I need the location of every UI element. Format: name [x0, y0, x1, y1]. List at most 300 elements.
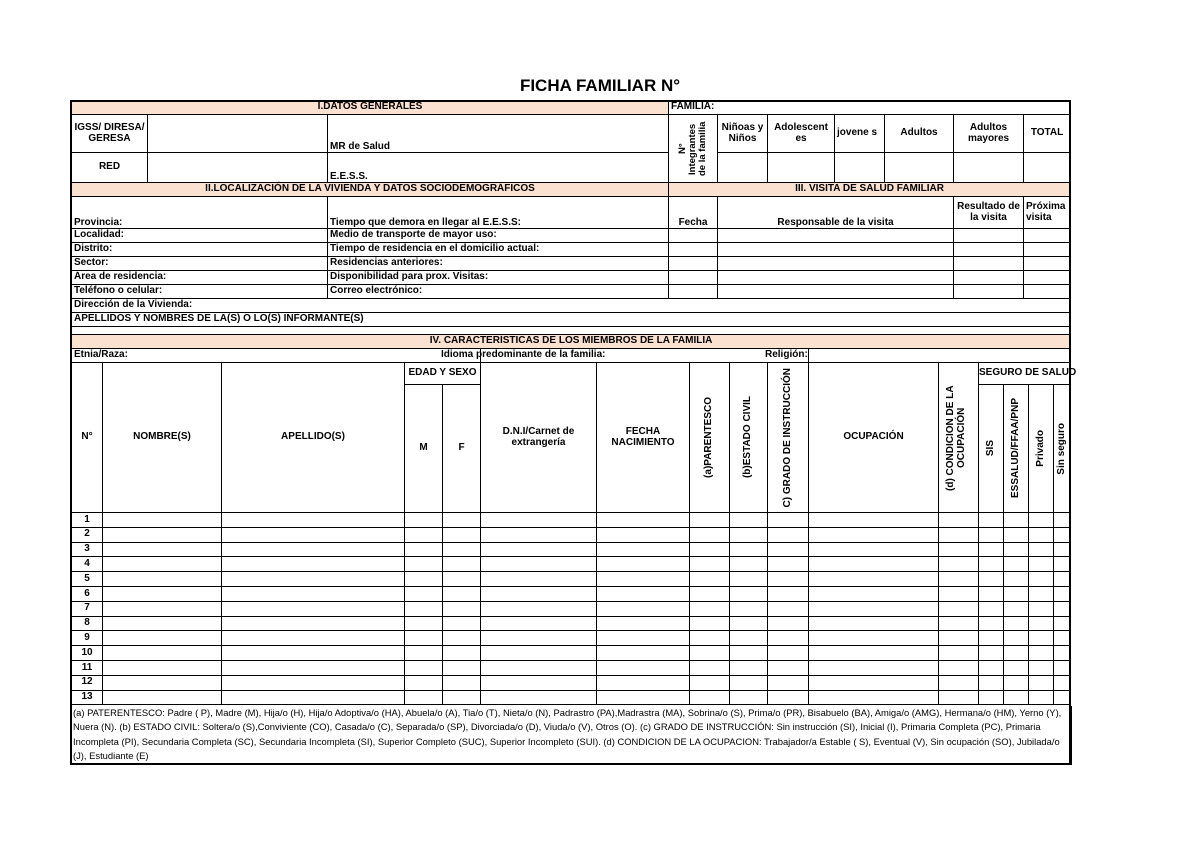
- member-cell[interactable]: [690, 527, 730, 542]
- member-cell[interactable]: [1029, 646, 1054, 661]
- member-cell[interactable]: [730, 616, 768, 631]
- member-cell[interactable]: [979, 542, 1004, 557]
- member-cell[interactable]: [597, 557, 690, 572]
- visit-cell[interactable]: [718, 243, 954, 257]
- member-cell[interactable]: [768, 660, 809, 675]
- member-cell[interactable]: [103, 660, 222, 675]
- member-cell[interactable]: [690, 601, 730, 616]
- member-cell[interactable]: [1004, 675, 1029, 690]
- localidad-label: Localidad:: [72, 229, 328, 243]
- jovenes-count[interactable]: [835, 153, 885, 183]
- member-cell[interactable]: [222, 557, 405, 572]
- member-cell[interactable]: [1029, 690, 1054, 705]
- member-cell[interactable]: [222, 631, 405, 646]
- member-cell[interactable]: [730, 527, 768, 542]
- member-cell[interactable]: [939, 660, 979, 675]
- member-cell[interactable]: [405, 616, 443, 631]
- visit-cell[interactable]: [954, 257, 1024, 271]
- member-cell[interactable]: [222, 660, 405, 675]
- member-cell[interactable]: [481, 513, 597, 528]
- member-cell[interactable]: [481, 542, 597, 557]
- direccion-label: Dirección de la Vivienda:: [72, 299, 1071, 313]
- member-cell[interactable]: [1004, 572, 1029, 587]
- table-row: [72, 690, 1071, 705]
- member-cell[interactable]: [979, 675, 1004, 690]
- member-cell[interactable]: [809, 601, 939, 616]
- visit-cell[interactable]: [1024, 271, 1071, 285]
- member-cell[interactable]: [443, 675, 481, 690]
- member-cell[interactable]: [979, 616, 1004, 631]
- member-cell[interactable]: [405, 586, 443, 601]
- member-cell[interactable]: [690, 557, 730, 572]
- telefono-label: Teléfono o celular:: [72, 285, 328, 299]
- member-cell[interactable]: [1029, 527, 1054, 542]
- col-sin-seguro: [1054, 385, 1071, 513]
- member-cell[interactable]: [405, 690, 443, 705]
- member-cell[interactable]: [939, 690, 979, 705]
- member-cell[interactable]: [1029, 513, 1054, 528]
- member-cell[interactable]: [690, 660, 730, 675]
- member-cell[interactable]: [1054, 616, 1071, 631]
- member-cell[interactable]: [103, 527, 222, 542]
- member-cell[interactable]: [443, 557, 481, 572]
- section-1-header: I.DATOS GENERALES: [72, 101, 669, 115]
- member-cell[interactable]: [809, 586, 939, 601]
- member-cell[interactable]: [405, 542, 443, 557]
- row-number: 8: [72, 616, 103, 631]
- col-privado: [1029, 385, 1054, 513]
- member-cell[interactable]: [690, 690, 730, 705]
- member-cell[interactable]: [809, 557, 939, 572]
- col-condicion: [939, 363, 979, 513]
- adolescentes-count[interactable]: [768, 153, 835, 183]
- religion-label: Religión:: [765, 349, 808, 360]
- member-cell[interactable]: [809, 646, 939, 661]
- sector-label: Sector:: [72, 257, 328, 271]
- member-cell[interactable]: [222, 616, 405, 631]
- member-cell[interactable]: [103, 513, 222, 528]
- eess-label: E.E.S.S.: [328, 153, 669, 183]
- member-cell[interactable]: [1004, 601, 1029, 616]
- member-cell[interactable]: [597, 601, 690, 616]
- section-3-header: III. VISITA DE SALUD FAMILIAR: [669, 183, 1071, 197]
- member-cell[interactable]: [979, 601, 1004, 616]
- member-cell[interactable]: [1004, 586, 1029, 601]
- visit-cell[interactable]: [669, 229, 718, 243]
- col-nombres: NOMBRE(S): [103, 363, 222, 513]
- adultos-mayores-count[interactable]: [954, 153, 1024, 183]
- col-grado: [768, 363, 809, 513]
- member-cell[interactable]: [690, 675, 730, 690]
- member-cell[interactable]: [730, 690, 768, 705]
- red-label: RED: [72, 153, 148, 183]
- member-cell[interactable]: [222, 586, 405, 601]
- estado-civil-label: (b)ESTADO CIVIL: [742, 396, 754, 479]
- member-cell[interactable]: [481, 631, 597, 646]
- member-cell[interactable]: [103, 586, 222, 601]
- member-cell[interactable]: [690, 542, 730, 557]
- member-cell[interactable]: [730, 675, 768, 690]
- member-cell[interactable]: [1054, 527, 1071, 542]
- member-cell[interactable]: [103, 631, 222, 646]
- member-cell[interactable]: [443, 631, 481, 646]
- member-cell[interactable]: [768, 586, 809, 601]
- member-cell[interactable]: [597, 675, 690, 690]
- member-cell[interactable]: [597, 646, 690, 661]
- adultos-mayores-header: Adultos mayores: [954, 115, 1024, 153]
- sin-seguro-label: Sin seguro: [1055, 422, 1067, 475]
- member-cell[interactable]: [979, 646, 1004, 661]
- member-cell[interactable]: [481, 616, 597, 631]
- member-cell[interactable]: [443, 586, 481, 601]
- visit-cell[interactable]: [954, 243, 1024, 257]
- member-cell[interactable]: [103, 646, 222, 661]
- member-cell[interactable]: [809, 527, 939, 542]
- visit-responsible-header: Responsable de la visita: [718, 197, 954, 229]
- member-cell[interactable]: [222, 675, 405, 690]
- row-number: 6: [72, 586, 103, 601]
- col-f: F: [443, 385, 481, 513]
- member-cell[interactable]: [768, 675, 809, 690]
- member-cell[interactable]: [443, 572, 481, 587]
- member-cell[interactable]: [1054, 646, 1071, 661]
- member-cell[interactable]: [979, 572, 1004, 587]
- member-cell[interactable]: [481, 675, 597, 690]
- col-edad-sexo: EDAD Y SEXO: [405, 363, 481, 385]
- member-cell[interactable]: [103, 557, 222, 572]
- row-number: 7: [72, 601, 103, 616]
- member-cell[interactable]: [443, 601, 481, 616]
- member-cell[interactable]: [979, 690, 1004, 705]
- sections-1-3: [71, 100, 1070, 327]
- col-dni: D.N.I/Carnet de extrangería: [481, 363, 597, 513]
- member-cell[interactable]: [768, 513, 809, 528]
- member-cell[interactable]: [730, 601, 768, 616]
- table-row: [72, 601, 1071, 616]
- mr-salud-label: MR de Salud: [328, 115, 669, 153]
- member-cell[interactable]: [222, 601, 405, 616]
- member-cell[interactable]: [809, 675, 939, 690]
- member-cell[interactable]: [690, 572, 730, 587]
- table-row: [72, 586, 1071, 601]
- row-number: 13: [72, 690, 103, 705]
- member-cell[interactable]: [405, 601, 443, 616]
- disponibilidad-label: Disponibilidad para prox. Visitas:: [328, 271, 669, 285]
- member-cell[interactable]: [1054, 675, 1071, 690]
- table-row: [72, 660, 1071, 675]
- member-cell[interactable]: [597, 631, 690, 646]
- member-cell[interactable]: [979, 513, 1004, 528]
- member-cell[interactable]: [939, 616, 979, 631]
- visit-result-header: Resultado de la visita: [954, 197, 1024, 229]
- member-cell[interactable]: [979, 557, 1004, 572]
- member-cell[interactable]: [481, 690, 597, 705]
- visit-cell[interactable]: [669, 285, 718, 299]
- col-essalud: [1004, 385, 1029, 513]
- member-cell[interactable]: [730, 646, 768, 661]
- member-cell[interactable]: [222, 690, 405, 705]
- member-cell[interactable]: [1029, 675, 1054, 690]
- member-cell[interactable]: [405, 646, 443, 661]
- member-cell[interactable]: [443, 527, 481, 542]
- member-cell[interactable]: [443, 660, 481, 675]
- member-cell[interactable]: [1029, 616, 1054, 631]
- member-cell[interactable]: [939, 572, 979, 587]
- member-cell[interactable]: [730, 660, 768, 675]
- member-cell[interactable]: [809, 616, 939, 631]
- member-cell[interactable]: [1029, 660, 1054, 675]
- visit-cell[interactable]: [1024, 285, 1071, 299]
- member-cell[interactable]: [939, 557, 979, 572]
- member-cell[interactable]: [1004, 557, 1029, 572]
- member-cell[interactable]: [690, 513, 730, 528]
- member-cell[interactable]: [405, 527, 443, 542]
- red-field[interactable]: [148, 153, 328, 183]
- member-cell[interactable]: [809, 572, 939, 587]
- row-number: 4: [72, 557, 103, 572]
- row-number: 3: [72, 542, 103, 557]
- member-cell[interactable]: [222, 646, 405, 661]
- member-cell[interactable]: [1054, 690, 1071, 705]
- member-cell[interactable]: [809, 660, 939, 675]
- member-cell[interactable]: [405, 557, 443, 572]
- member-cell[interactable]: [597, 660, 690, 675]
- member-cell[interactable]: [103, 601, 222, 616]
- member-cell[interactable]: [481, 646, 597, 661]
- member-cell[interactable]: [405, 513, 443, 528]
- member-cell[interactable]: [979, 527, 1004, 542]
- total-count[interactable]: [1024, 153, 1071, 183]
- visit-cell[interactable]: [1024, 229, 1071, 243]
- member-cell[interactable]: [597, 690, 690, 705]
- member-cell[interactable]: [103, 542, 222, 557]
- col-ocupacion: OCUPACIÓN: [809, 363, 939, 513]
- integrantes-label: N° Integrantes de la familia: [677, 121, 709, 176]
- member-cell[interactable]: [1004, 542, 1029, 557]
- member-cell[interactable]: [222, 572, 405, 587]
- col-num: N°: [72, 363, 103, 513]
- member-cell[interactable]: [597, 542, 690, 557]
- member-cell[interactable]: [443, 513, 481, 528]
- member-cell[interactable]: [768, 690, 809, 705]
- visit-cell[interactable]: [1024, 257, 1071, 271]
- member-cell[interactable]: [443, 646, 481, 661]
- member-cell[interactable]: [443, 616, 481, 631]
- member-cell[interactable]: [597, 513, 690, 528]
- member-cell[interactable]: [939, 675, 979, 690]
- footnote: (a) PATERENTESCO: Padre ( P), Madre (M), Hija/o (H), Hija/o Adoptiva/o (HA), Abuela/o (A), Tia/o (T), Nieta/o (N), Padrastro (PA),Madrastra (MA), Sobrina/o (S), Prima/o (PR), Bisabuelo (BA), Amiga/o (AMG), Hermana/o (HM), Yerno (Y), Nuera (N). (b) ESTADO CIVIL: Soltera/o (S),Conviviente (CO), Casada/o (C), Separada/o (SP), Divorciada/o (D), Viuda/o (V), Otros (O). (c) GRADO DE INSTRUCCIÓN: Sin instrucción (SI), Inicial (I), Primaria Completa (PC), Primaria Incompleta (PI), Secundaria Completa (SC), Secundaria Incompleta (SI), Superior Completo (SUC), Superior Incompleto (SUI). (d) CONDICION DE LA OCUPACION: Trabajador/a Estable ( S), Eventual (V), Sin ocupación (SO), Jubilada/o (J), Estudiante (E): [71, 706, 1072, 765]
- member-cell[interactable]: [690, 616, 730, 631]
- member-cell[interactable]: [690, 631, 730, 646]
- member-cell[interactable]: [768, 616, 809, 631]
- visit-cell[interactable]: [669, 243, 718, 257]
- member-cell[interactable]: [730, 557, 768, 572]
- member-cell[interactable]: [481, 527, 597, 542]
- visit-cell[interactable]: [954, 229, 1024, 243]
- member-cell[interactable]: [768, 557, 809, 572]
- member-cell[interactable]: [1029, 572, 1054, 587]
- visit-cell[interactable]: [669, 257, 718, 271]
- member-cell[interactable]: [1004, 513, 1029, 528]
- sis-label: SIS: [984, 440, 996, 457]
- member-cell[interactable]: [939, 586, 979, 601]
- adolescentes-header: Adolescent es: [768, 115, 835, 153]
- row-number: 2: [72, 527, 103, 542]
- row-number: 10: [72, 646, 103, 661]
- member-cell[interactable]: [690, 646, 730, 661]
- member-cell[interactable]: [939, 527, 979, 542]
- medio-label: Medio de transporte de mayor uso:: [328, 229, 669, 243]
- member-cell[interactable]: [481, 557, 597, 572]
- col-estado-civil: [730, 363, 768, 513]
- member-cell[interactable]: [939, 646, 979, 661]
- member-cell[interactable]: [809, 631, 939, 646]
- member-cell[interactable]: [939, 542, 979, 557]
- member-cell[interactable]: [405, 675, 443, 690]
- jovenes-header: jovene s: [835, 115, 885, 153]
- table-row: [72, 572, 1071, 587]
- member-cell[interactable]: [690, 586, 730, 601]
- visit-cell[interactable]: [1024, 243, 1071, 257]
- col-sis: [979, 385, 1004, 513]
- member-cell[interactable]: [597, 586, 690, 601]
- table-row: [72, 675, 1071, 690]
- table-row: [72, 557, 1071, 572]
- member-cell[interactable]: [1054, 572, 1071, 587]
- member-cell[interactable]: [443, 690, 481, 705]
- table-row: [72, 646, 1071, 661]
- member-cell[interactable]: [979, 586, 1004, 601]
- informante-label: APELLIDOS Y NOMBRES DE LA(S) O LO(S) INFORMANTE(S): [72, 313, 1071, 327]
- member-cell[interactable]: [443, 542, 481, 557]
- member-cell[interactable]: [597, 616, 690, 631]
- table-row: [72, 616, 1071, 631]
- member-cell[interactable]: [768, 631, 809, 646]
- member-cell[interactable]: [1054, 660, 1071, 675]
- member-cell[interactable]: [597, 527, 690, 542]
- member-cell[interactable]: [730, 586, 768, 601]
- member-cell[interactable]: [939, 601, 979, 616]
- member-cell[interactable]: [103, 675, 222, 690]
- anteriores-label: Residencias anteriores:: [328, 257, 669, 271]
- adultos-count[interactable]: [885, 153, 954, 183]
- section-2-header: II.LOCALIZACIÓN DE LA VIVIENDA Y DATOS SOCIODEMOGRÁFICOS: [72, 183, 669, 197]
- member-cell[interactable]: [103, 690, 222, 705]
- member-cell[interactable]: [481, 660, 597, 675]
- member-cell[interactable]: [809, 690, 939, 705]
- member-cell[interactable]: [103, 616, 222, 631]
- member-cell[interactable]: [1004, 660, 1029, 675]
- member-cell[interactable]: [1054, 631, 1071, 646]
- member-cell[interactable]: [939, 631, 979, 646]
- member-cell[interactable]: [1004, 616, 1029, 631]
- member-cell[interactable]: [768, 527, 809, 542]
- table-row: [72, 527, 1071, 542]
- member-cell[interactable]: [405, 660, 443, 675]
- member-cell[interactable]: [768, 542, 809, 557]
- section-4: [71, 334, 1077, 705]
- member-cell[interactable]: [768, 601, 809, 616]
- member-cell[interactable]: [979, 660, 1004, 675]
- member-cell[interactable]: [730, 542, 768, 557]
- member-cell[interactable]: [481, 586, 597, 601]
- member-cell[interactable]: [1004, 527, 1029, 542]
- member-cell[interactable]: [979, 631, 1004, 646]
- member-cell[interactable]: [103, 572, 222, 587]
- idioma-label: Idioma predominante de la familia:: [441, 349, 606, 360]
- row-number: 9: [72, 631, 103, 646]
- member-cell[interactable]: [597, 572, 690, 587]
- essalud-label: ESSALUD/FFAA/PNP: [1009, 398, 1021, 499]
- member-cell[interactable]: [405, 631, 443, 646]
- general-data-table: [71, 100, 1071, 327]
- visit-cell[interactable]: [718, 285, 954, 299]
- ninos-count[interactable]: [718, 153, 768, 183]
- member-cell[interactable]: [1004, 690, 1029, 705]
- visit-cell[interactable]: [954, 271, 1024, 285]
- member-cell[interactable]: [1054, 601, 1071, 616]
- table-row: [72, 631, 1071, 646]
- igss-label: IGSS/ DIRESA/ GERESA: [72, 115, 148, 153]
- visit-cell[interactable]: [718, 271, 954, 285]
- member-cell[interactable]: [809, 542, 939, 557]
- distrito-label: Distrito:: [72, 243, 328, 257]
- member-cell[interactable]: [939, 513, 979, 528]
- igss-field[interactable]: [148, 115, 328, 153]
- member-cell[interactable]: [1029, 631, 1054, 646]
- section-4-header: IV. CARACTERÍSTICAS DE LOS MIEMBROS DE LA FAMILIA: [72, 335, 1071, 349]
- member-cell[interactable]: [1004, 646, 1029, 661]
- member-cell[interactable]: [730, 513, 768, 528]
- member-cell[interactable]: [222, 513, 405, 528]
- member-cell[interactable]: [768, 646, 809, 661]
- member-cell[interactable]: [730, 631, 768, 646]
- member-cell[interactable]: [1054, 542, 1071, 557]
- row-number: 5: [72, 572, 103, 587]
- parentesco-label: (a)PARENTESCO: [703, 397, 715, 478]
- integrantes-header: [669, 115, 718, 183]
- visit-cell[interactable]: [718, 229, 954, 243]
- member-cell[interactable]: [1054, 513, 1071, 528]
- member-cell[interactable]: [1029, 542, 1054, 557]
- row-number: 11: [72, 660, 103, 675]
- member-cell[interactable]: [1029, 586, 1054, 601]
- member-cell[interactable]: [481, 601, 597, 616]
- residencia-label: Tiempo de residencia en el domicilio actual:: [328, 243, 669, 257]
- ninos-header: Niñoas y Niños: [718, 115, 768, 153]
- member-cell[interactable]: [730, 572, 768, 587]
- member-cell[interactable]: [1029, 601, 1054, 616]
- visit-cell[interactable]: [669, 271, 718, 285]
- member-cell[interactable]: [481, 572, 597, 587]
- member-cell[interactable]: [1029, 557, 1054, 572]
- member-cell[interactable]: [809, 513, 939, 528]
- privado-label: Privado: [1034, 430, 1046, 467]
- col-m: M: [405, 385, 443, 513]
- table-row: [72, 542, 1071, 557]
- member-cell[interactable]: [405, 572, 443, 587]
- member-cell[interactable]: [768, 572, 809, 587]
- area-label: Área de residencia:: [72, 271, 328, 285]
- member-cell[interactable]: [222, 542, 405, 557]
- member-cell[interactable]: [1004, 631, 1029, 646]
- member-cell[interactable]: [1054, 586, 1071, 601]
- member-cell[interactable]: [222, 527, 405, 542]
- visit-cell[interactable]: [954, 285, 1024, 299]
- visit-cell[interactable]: [718, 257, 954, 271]
- etnia-label: Etnia/Raza:: [72, 349, 481, 363]
- member-cell[interactable]: [1054, 557, 1071, 572]
